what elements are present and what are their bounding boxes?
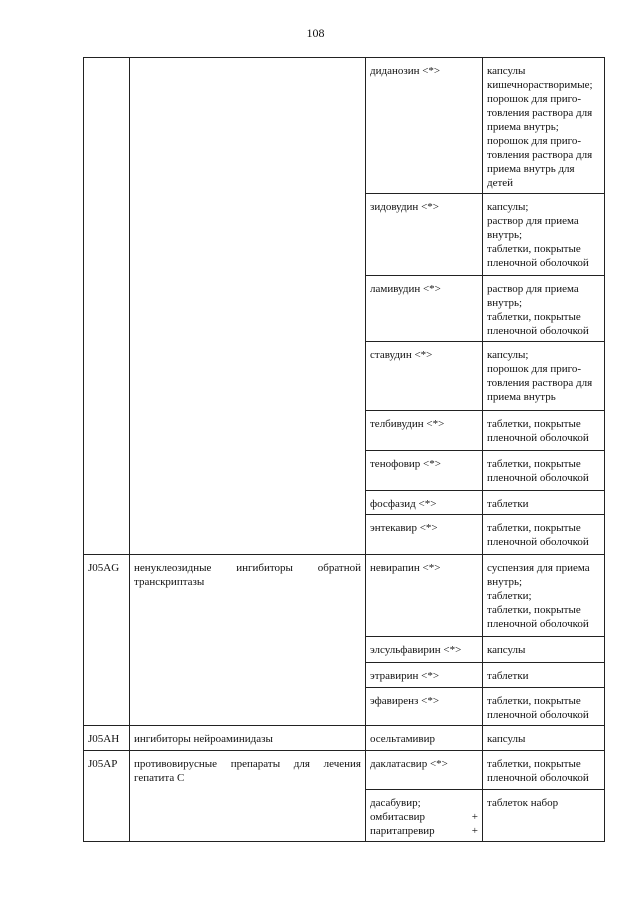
dosage-form-line: пленочной оболочкой <box>487 257 589 269</box>
dosage-form-line: капсулы <box>487 733 526 745</box>
dosage-form-line: товления раствора для <box>487 377 593 389</box>
drug-name-cell: элсульфавирин <*> <box>366 637 483 663</box>
dosage-form-cell <box>483 276 605 342</box>
drug-name-cell: энтекавир <*> <box>366 515 483 555</box>
dosage-form-line: таблетки <box>487 498 529 510</box>
drug-group-cell: противовирусные препараты для лечения гепатита С <box>130 751 366 842</box>
combo-plus-sign: + <box>471 825 478 837</box>
dosage-form-line: таблетки, покрытые <box>487 418 581 430</box>
drug-name-cell: телбивудин <*> <box>366 411 483 451</box>
combo-drug-cell <box>366 790 483 842</box>
dosage-form-cell: таблеток набор <box>483 790 605 842</box>
dosage-form-cell <box>483 555 605 637</box>
dosage-form-line: таблетки, покрытые <box>487 604 581 616</box>
drug-name-cell: эфавиренз <*> <box>366 688 483 726</box>
dosage-form-line: товления раствора для <box>487 149 593 161</box>
dosage-form-line: капсулы; <box>487 201 529 213</box>
dosage-form-line: приема внутрь <box>487 391 556 403</box>
drug-group-cell <box>130 58 366 555</box>
page-number: 108 <box>306 26 325 40</box>
combo-line <box>370 810 478 824</box>
dosage-form-cell <box>483 663 605 688</box>
dosage-form-cell <box>483 751 605 790</box>
dosage-form-cell <box>483 58 605 194</box>
dosage-form-line: порошок для приго- <box>487 135 582 147</box>
dosage-form-cell <box>483 491 605 515</box>
dosage-form-line: пленочной оболочкой <box>487 536 589 548</box>
dosage-form-line: таблетки; <box>487 590 532 602</box>
combo-plus-sign: + <box>471 811 478 823</box>
dosage-form-cell <box>483 342 605 411</box>
combo-line <box>370 796 478 810</box>
atc-code-cell: J05AP <box>84 751 130 842</box>
atc-code-cell: J05AG <box>84 555 130 726</box>
dosage-form-line: товления раствора для <box>487 107 593 119</box>
dosage-form-line: суспензия для приема <box>487 562 590 574</box>
dosage-form-cell <box>483 451 605 491</box>
dosage-form-line: раствор для приема <box>487 283 579 295</box>
dosage-form-line: внутрь; <box>487 576 523 588</box>
dosage-form-cell <box>483 194 605 276</box>
dosage-form-line: пленочной оболочкой <box>487 325 589 337</box>
drug-name-cell: диданозин <*> <box>366 58 483 194</box>
drug-name-cell: тенофовир <*> <box>366 451 483 491</box>
table-row <box>84 726 605 751</box>
dosage-form-line: капсулы кишечнорастворимые; <box>487 65 593 91</box>
dosage-form-line: пленочной оболочкой <box>487 709 589 721</box>
atc-code-cell: J05AH <box>84 726 130 751</box>
dosage-form-line: таблетки, покрытые <box>487 522 581 534</box>
dosage-form-line: таблетки, покрытые <box>487 758 581 770</box>
dosage-form-cell <box>483 688 605 726</box>
table-row <box>84 555 605 637</box>
dosage-form-line: пленочной оболочкой <box>487 772 589 784</box>
drug-group-cell: ненуклеозидные ингибиторы обратной транскриптазы <box>130 555 366 726</box>
dosage-form-line: таблетки, покрытые <box>487 243 581 255</box>
combo-drug-name: паритапревир <box>370 825 435 837</box>
dosage-form-cell <box>483 637 605 663</box>
dosage-form-line: порошок для приго- <box>487 93 582 105</box>
dosage-form-line: пленочной оболочкой <box>487 472 589 484</box>
combo-drug-name: дасабувир; <box>370 797 421 809</box>
dosage-form-line: приема внутрь для <box>487 163 575 175</box>
drug-name-cell: невирапин <*> <box>366 555 483 637</box>
dosage-form-line: капсулы <box>487 644 526 656</box>
drug-name-cell: осельтамивир <box>366 726 483 751</box>
dosage-form-line: внутрь; <box>487 229 523 241</box>
table-row <box>84 751 605 790</box>
drug-name-cell: этравирин <*> <box>366 663 483 688</box>
dosage-form-line: пленочной оболочкой <box>487 432 589 444</box>
drug-name-cell: фосфазид <*> <box>366 491 483 515</box>
dosage-form-line: внутрь; <box>487 297 523 309</box>
table-row <box>84 58 605 194</box>
dosage-form-cell <box>483 515 605 555</box>
drug-group-cell: ингибиторы нейроаминидазы <box>130 726 366 751</box>
drug-name-cell: ставудин <*> <box>366 342 483 411</box>
dosage-form-line: таблетки, покрытые <box>487 311 581 323</box>
dosage-form-line: таблетки <box>487 670 529 682</box>
drug-name-cell: ламивудин <*> <box>366 276 483 342</box>
drug-name-cell: даклатасвир <*> <box>366 751 483 790</box>
drug-table <box>83 57 605 842</box>
dosage-form-cell <box>483 726 605 751</box>
dosage-form-line: капсулы; <box>487 349 529 361</box>
dosage-form-line: раствор для приема <box>487 215 579 227</box>
dosage-form-line: приема внутрь; <box>487 121 559 133</box>
dosage-form-line: детей <box>487 177 514 189</box>
dosage-form-line: пленочной оболочкой <box>487 618 589 630</box>
atc-code-cell <box>84 58 130 555</box>
dosage-form-line: таблетки, покрытые <box>487 695 581 707</box>
drug-table-body <box>84 58 605 842</box>
combo-drug-name: омбитасвир <box>370 811 426 823</box>
dosage-form-cell <box>483 411 605 451</box>
drug-name-cell: зидовудин <*> <box>366 194 483 276</box>
dosage-form-line: таблетки, покрытые <box>487 458 581 470</box>
combo-line <box>370 824 478 838</box>
dosage-form-line: порошок для приго- <box>487 363 582 375</box>
